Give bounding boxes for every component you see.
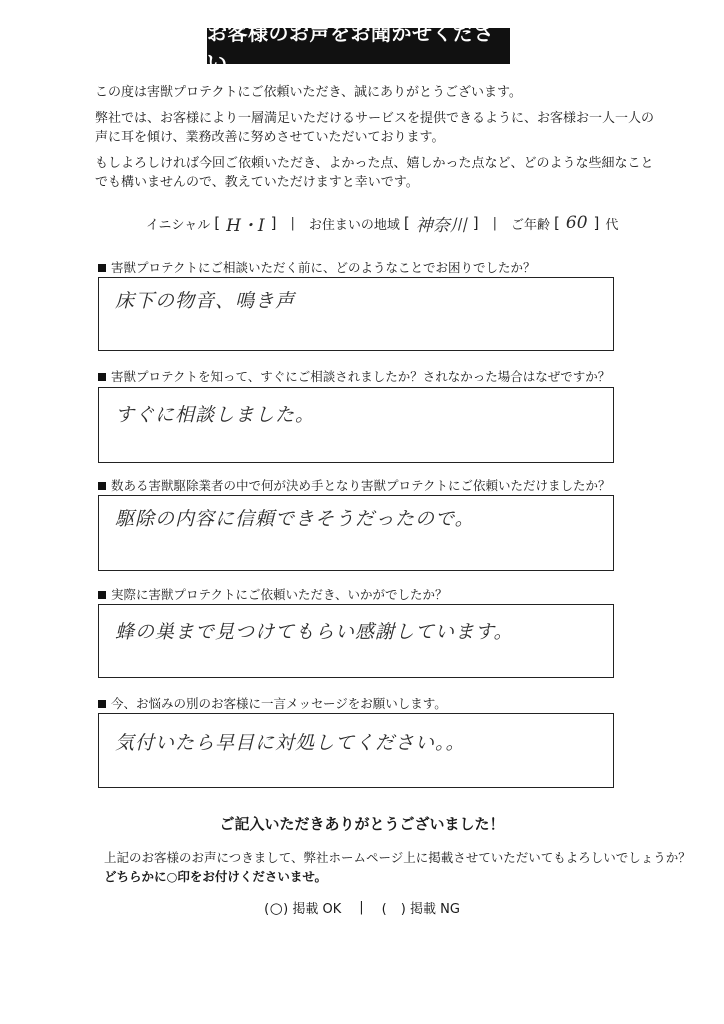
- intro-text: [95, 83, 655, 199]
- question-text: 数ある害獣駆除業者の中で何が決め手となり害獣プロテクトにご依頼いただけましたか？: [111, 478, 611, 493]
- divider: |: [492, 215, 498, 231]
- question-2-label: [98, 367, 610, 385]
- ok-label: 掲載 OK: [292, 902, 342, 917]
- ng-label: 掲載 NG: [409, 902, 460, 917]
- permission-line-2: どちらかに○印をお付けくださいませ。: [104, 869, 328, 884]
- age-value[interactable]: 60: [565, 213, 588, 233]
- answer-box-2[interactable]: [98, 387, 614, 463]
- intro-line-1: この度は害獣プロテクトにご依頼いただき、誠にありがとうございます。: [95, 85, 522, 100]
- question-5-label: [98, 694, 447, 712]
- divider: |: [359, 900, 364, 915]
- permission-text: [104, 848, 691, 886]
- question-1-label: [98, 258, 536, 276]
- square-bullet-icon: [98, 482, 106, 490]
- square-bullet-icon: [98, 373, 106, 381]
- answer-box-5[interactable]: [98, 713, 614, 788]
- area-label: お住まいの地域: [308, 217, 400, 233]
- square-bullet-icon: [98, 591, 106, 599]
- square-bullet-icon: [98, 700, 106, 708]
- age-suffix: 代: [605, 217, 619, 233]
- bracket-close: ]: [472, 214, 479, 232]
- intro-line-3: もしよろしければ今回ご依頼いただき、よかった点、嬉しかった点など、どのような些細なことでも構いませんので、教えていただけますと幸いです。: [95, 156, 654, 190]
- question-text: 今、お悩みの別のお客様に一言メッセージをお願いします。: [111, 696, 447, 711]
- answer-text: 気付いたら早目に対処してください。。: [115, 732, 466, 754]
- answer-text: 床下の物音、鳴き声: [115, 290, 296, 312]
- area-value[interactable]: 神奈川: [415, 215, 467, 236]
- question-text: 害獣プロテクトにご相談いただく前に、どのようなことでお困りでしたか？: [111, 260, 536, 275]
- bracket-close: ]: [593, 214, 600, 232]
- answer-text: 蜂の巣まで見つけてもらい感謝しています。: [115, 621, 514, 643]
- question-text: 害獣プロテクトを知って、すぐにご相談されましたか？されなかった場合はなぜですか？: [111, 369, 611, 384]
- permission-line-1: 上記のお客様のお声につきまして、弊社ホームページ上に掲載させていただいてもよろしいでしょうか？: [104, 850, 691, 865]
- bracket-open: [: [403, 214, 410, 232]
- initial-value[interactable]: H・I: [226, 215, 265, 236]
- publish-ng-option[interactable]: ( ) 掲載 NG: [381, 902, 460, 917]
- publish-ok-option[interactable]: (○) 掲載 OK: [264, 899, 342, 917]
- answer-box-4[interactable]: [98, 604, 614, 678]
- intro-line-2: 弊社では、お客様により一層満足いただけるサービスを提供できるように、お客様お一人一人の声に耳を傾け、業務改善に努めさせていただいております。: [95, 111, 655, 145]
- question-text: 実際に害獣プロテクトにご依頼いただき、いかがでしたか？: [111, 587, 448, 602]
- bracket-close: ]: [270, 214, 277, 232]
- divider: |: [290, 215, 295, 231]
- answer-text: 駆除の内容に信頼できそうだったので。: [115, 508, 475, 530]
- thanks-message: ご記入いただきありがとうございました！: [219, 815, 505, 833]
- bracket-open: [: [554, 214, 560, 232]
- publish-choice-row: [0, 898, 724, 917]
- answer-text: すぐに相談しました。: [115, 404, 316, 426]
- question-4-label: [98, 585, 448, 603]
- customer-info-row: [146, 210, 619, 236]
- square-bullet-icon: [98, 264, 106, 272]
- page-title: お客様のお声をお聞かせください: [207, 28, 510, 64]
- answer-box-1[interactable]: [98, 277, 614, 351]
- ok-circle-mark: ○: [269, 899, 283, 917]
- initial-label: イニシャル: [146, 217, 211, 233]
- bracket-open: [: [214, 214, 221, 232]
- question-3-label: [98, 476, 611, 494]
- answer-box-3[interactable]: [98, 495, 614, 571]
- age-label: ご年齢: [511, 217, 551, 233]
